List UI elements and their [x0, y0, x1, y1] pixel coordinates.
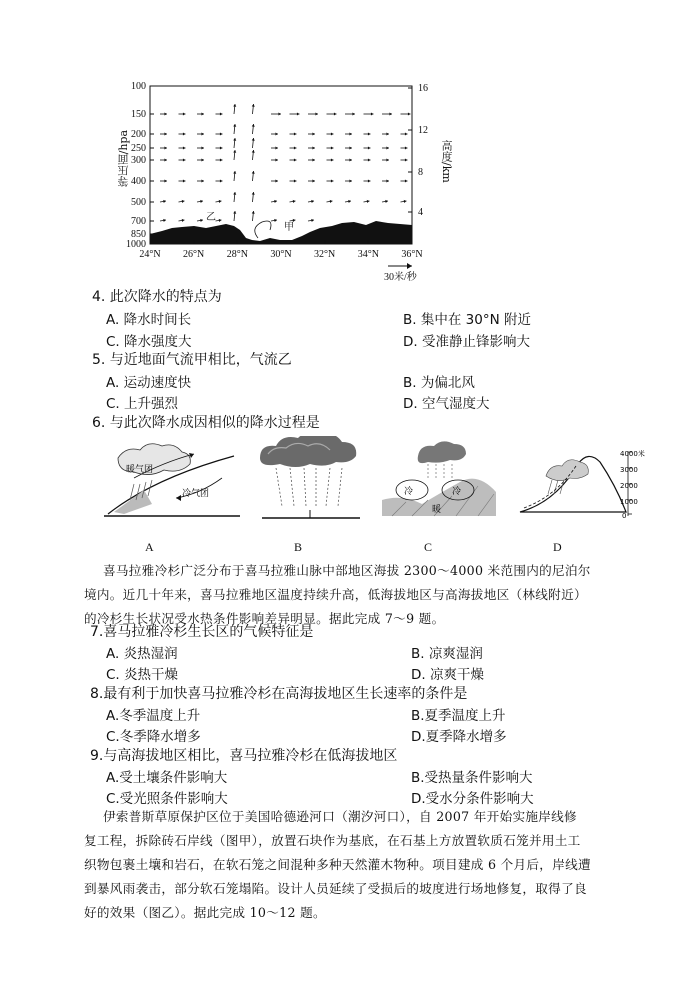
q6-image-d-label: D: [553, 540, 562, 554]
latitude-tick-label: 36°N: [401, 249, 423, 260]
wind-vector-head: [183, 158, 186, 161]
wind-vector-head: [252, 211, 255, 214]
q8-option-a[interactable]: A.冬季温度上升: [106, 708, 201, 724]
wind-vector-head: [233, 104, 236, 107]
q6-image-a-label: A: [145, 540, 154, 554]
wind-vector-head: [201, 112, 204, 115]
q4-option-a[interactable]: A. 降水时间长: [106, 312, 192, 328]
q4-stem: 4. 此次降水的特点为: [92, 289, 222, 305]
pressure-tick-label: 300: [131, 155, 146, 166]
wind-vector-head: [164, 112, 167, 115]
image-c-cold-left: 冷: [404, 487, 414, 497]
pressure-tick-label: 500: [131, 197, 146, 208]
wind-vector-head: [275, 146, 278, 149]
wind-vector-head: [386, 158, 389, 161]
wind-vector-head: [294, 132, 297, 135]
wind-vector-head: [164, 146, 167, 149]
wind-vector-head: [220, 132, 223, 135]
pressure-tick-label: 150: [131, 109, 146, 120]
passage-hudson: 伊索普斯草原保护区位于美国哈德逊河口（潮汐河口），自 2007 年开始实施岸线修 复工程，拆除砖石岸线（图甲），放置石块作为基底，在石基上方放置软质石笼并用土工 织物包裹土壤和岩石，在软石笼之间混种多种天然灌木物种。项目建成 6 个月后，岸线遭 到暴风雨袭击，部分软石笼塌陷。设计人员延续了受损后的坡度进行场地修复，取得了良 好的效果（图乙）。据此完成 10～12 题。: [84, 809, 591, 920]
image-a-cold-label: 冷气团: [182, 489, 210, 499]
wind-vector-head: [220, 158, 223, 161]
q8-option-d[interactable]: D.夏季降水增多: [411, 729, 507, 745]
wind-vector-head: [368, 132, 371, 135]
image-c-cold-right: 冷: [452, 487, 462, 497]
wind-vector-head: [252, 104, 255, 107]
wind-vectors: [160, 104, 411, 238]
wind-vector-head: [386, 132, 389, 135]
wind-vector-head: [233, 150, 236, 153]
height-tick-label: 16: [418, 83, 428, 94]
wind-vector-head: [275, 158, 278, 161]
wind-vector-head: [386, 179, 389, 182]
q6-image-a-frontal[interactable]: [104, 438, 240, 522]
q4-option-b[interactable]: B. 集中在 30°N 附近: [403, 312, 531, 328]
wind-vector-head: [297, 112, 300, 115]
wind-vector-head: [201, 179, 204, 182]
right-axis-label: 高度/km: [440, 140, 453, 183]
wind-vector-head: [220, 179, 223, 182]
q4-option-c[interactable]: C. 降水强度大: [106, 334, 192, 350]
q7-option-d[interactable]: D. 凉爽干燥: [411, 667, 484, 683]
wind-vector-head: [312, 179, 315, 182]
pressure-tick-label: 850: [131, 229, 146, 240]
q4-option-d[interactable]: D. 受准静止锋影响大: [403, 334, 530, 350]
pressure-tick-label: 700: [131, 216, 146, 227]
q5-option-d[interactable]: D. 空气湿度大: [403, 396, 490, 412]
image-d-scale-1000: 1000: [620, 498, 638, 506]
q8-stem: 8.最有利于加快喜马拉雅冷杉在高海拔地区生长速率的条件是: [90, 686, 468, 702]
wind-vector-head: [331, 158, 334, 161]
wind-vector-head: [233, 171, 236, 174]
wind-vector-head: [201, 146, 204, 149]
pressure-tick-label: 100: [131, 81, 146, 92]
q9-option-d[interactable]: D.受水分条件影响大: [411, 791, 534, 807]
wind-vector-head: [294, 158, 297, 161]
wind-vector-head: [368, 179, 371, 182]
q5-option-b[interactable]: B. 为偏北风: [403, 375, 475, 391]
wind-vector-head: [331, 132, 334, 135]
wind-vector-head: [183, 132, 186, 135]
passage-fir: 喜马拉雅冷杉广泛分布于喜马拉雅山脉中部地区海拔 2300～4000 米范围内的尼泊尔 境内。近几十年来，喜马拉雅地区温度持续升高，低海拔地区与高海拔地区（林线附近） 的冷杉生长状况受水热条件影响差异明显。据此完成 7～9 题。: [84, 563, 591, 626]
wind-vector-head: [233, 192, 236, 195]
pressure-tick-label: 200: [131, 129, 146, 140]
wind-vector-head: [252, 124, 255, 127]
image-d-scale-4000: 4000米: [620, 450, 645, 458]
wind-vector-head: [405, 158, 408, 161]
wind-vector-head: [349, 146, 352, 149]
wind-vector-head: [252, 192, 255, 195]
wind-vector-head: [349, 179, 352, 182]
q7-stem: 7.喜马拉雅冷杉生长区的气候特征是: [90, 624, 314, 640]
wind-vector-head: [220, 146, 223, 149]
wind-vector-head: [183, 146, 186, 149]
wind-field-figure: [110, 78, 450, 284]
q8-option-c[interactable]: C.冬季降水增多: [106, 729, 201, 745]
image-d-scale-0: 0: [622, 512, 627, 520]
wind-vector-head: [386, 146, 389, 149]
q8-option-b[interactable]: B.夏季温度上升: [411, 708, 506, 724]
wind-vector-head: [368, 158, 371, 161]
wind-vector-head: [371, 112, 374, 115]
wind-vector-head: [164, 179, 167, 182]
wind-vector-head: [201, 132, 204, 135]
height-tick-label: 12: [418, 125, 428, 136]
pressure-tick-label: 1000: [126, 239, 146, 250]
wind-vector-head: [252, 138, 255, 141]
wind-vector-head: [233, 138, 236, 141]
q6-image-c-label: C: [424, 540, 433, 554]
wind-vector-head: [312, 146, 315, 149]
wind-vector-head: [275, 179, 278, 182]
wind-vector-head: [220, 112, 223, 115]
wind-vector-head: [278, 112, 281, 115]
wind-vector-head: [164, 132, 167, 135]
wind-vector-head: [331, 179, 334, 182]
wind-vector-head: [405, 146, 408, 149]
latitude-tick-label: 24°N: [139, 249, 161, 260]
q6-stem: 6. 与此次降水成因相似的降水过程是: [92, 415, 320, 431]
wind-vector-head: [183, 179, 186, 182]
q5-option-a[interactable]: A. 运动速度快: [106, 375, 192, 391]
q6-image-c-cyclone[interactable]: [382, 436, 496, 520]
q9-option-b[interactable]: B.受热量条件影响大: [411, 770, 533, 786]
wind-vector-head: [201, 158, 204, 161]
image-d-scale-3000: 3000: [620, 466, 638, 474]
latitude-tick-label: 30°N: [270, 249, 292, 260]
latitude-tick-label: 28°N: [226, 249, 248, 260]
image-c-warm: 暖: [432, 505, 442, 515]
height-tick-label: 4: [418, 207, 423, 218]
wind-vector-head: [294, 146, 297, 149]
q6-image-b-convective[interactable]: [254, 436, 366, 522]
left-axis-label: 等压面/hpa: [117, 130, 130, 188]
airflow-label-yi: 乙: [206, 212, 216, 223]
wind-vector-head: [312, 132, 315, 135]
latitude-tick-label: 34°N: [357, 249, 379, 260]
q9-stem: 9.与高海拔地区相比，喜马拉雅冷杉在低海拔地区: [90, 748, 398, 764]
wind-vector-head: [405, 132, 408, 135]
q6-image-b-label: B: [294, 540, 303, 554]
q9-option-a[interactable]: A.受土壤条件影响大: [106, 770, 228, 786]
image-a-warm-label: 暖气团: [126, 465, 154, 475]
latitude-tick-label: 26°N: [183, 249, 205, 260]
airflow-label-jia: 甲: [284, 222, 294, 233]
wind-vector-head: [334, 112, 337, 115]
q5-stem: 5. 与近地面气流甲相比，气流乙: [92, 352, 292, 368]
wind-vector-head: [352, 112, 355, 115]
q7-option-b[interactable]: B. 凉爽湿润: [411, 646, 483, 662]
image-d-scale-2000: 2000: [620, 482, 638, 490]
wind-vector-head: [368, 146, 371, 149]
wind-vector-head: [294, 179, 297, 182]
height-tick-label: 8: [418, 167, 423, 178]
wind-vector-head: [183, 112, 186, 115]
wind-vector-head: [312, 158, 315, 161]
q5-option-c[interactable]: C. 上升强烈: [106, 396, 179, 412]
wind-vector-head: [233, 124, 236, 127]
wind-vector-head: [408, 112, 411, 115]
legend-text: 30米/秒: [384, 272, 417, 283]
wind-vector-head: [349, 132, 352, 135]
q7-option-a[interactable]: A. 炎热湿润: [106, 646, 178, 662]
wind-vector-head: [164, 158, 167, 161]
updraft-loop: [255, 221, 271, 238]
q9-option-c[interactable]: C.受光照条件影响大: [106, 791, 228, 807]
wind-vector-head: [252, 150, 255, 153]
wind-vector-head: [275, 132, 278, 135]
q7-option-c[interactable]: C. 炎热干燥: [106, 667, 179, 683]
wind-vector-head: [405, 179, 408, 182]
wind-vector-head: [389, 112, 392, 115]
wind-vector-head: [233, 211, 236, 214]
pressure-tick-label: 250: [131, 143, 146, 154]
pressure-tick-label: 400: [131, 176, 146, 187]
q6-image-d-orographic[interactable]: [516, 446, 646, 522]
wind-vector-head: [315, 112, 318, 115]
wind-vector-head: [252, 171, 255, 174]
wind-vector-head: [331, 146, 334, 149]
wind-vector-head: [349, 158, 352, 161]
latitude-tick-label: 32°N: [314, 249, 336, 260]
